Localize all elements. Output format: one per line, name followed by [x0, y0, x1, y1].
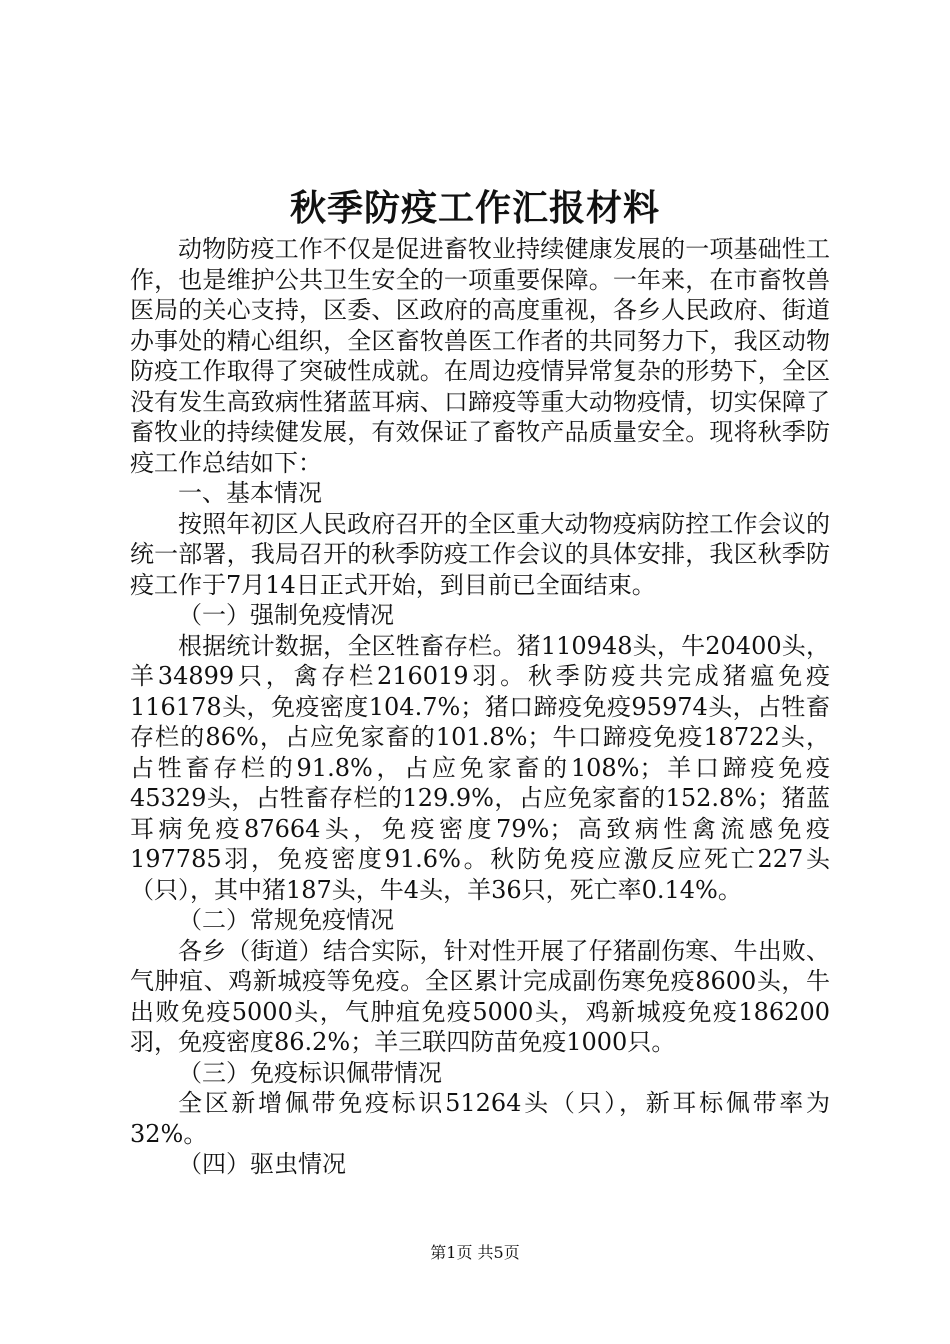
page-title: 秋季防疫工作汇报材料: [289, 187, 660, 229]
subsection-heading-immunization-tags: （三）免疫标识佩带情况: [178, 1058, 442, 1087]
subsection-heading-deworming: （四）驱虫情况: [178, 1150, 346, 1178]
document-body: [130, 234, 830, 1180]
paragraph-mandatory-immunization: 根据统计数据，全区牲畜存栏。猪110948头，牛20400头，羊34899只，禽存栏216019羽。秋季防疫共完成猪瘟免疫116178头，免疫密度104.7%；猪口蹄疫免疫95974头，占牲畜存栏的86%，占应免家畜的101.8%；牛口蹄疫免疫18722头，占牲畜存栏的91.8%，占应免家畜的108%；羊口蹄疫免疫45329头，占牲畜存栏的129.9%，占应免家畜的152.8%；猪蓝耳病免疫87664头，免疫密度79%；高致病性禽流感免疫197785羽，免疫密度91.6%。秋防免疫应激反应死亡227头（只），其中猪187头，牛4头，羊36只，死亡率0.14%。: [130, 631, 830, 904]
subsection-heading-routine-immunization: （二）常规免疫情况: [178, 906, 394, 934]
section-heading-basic-situation: 一、基本情况: [178, 479, 322, 507]
subsection-heading-mandatory-immunization: （一）强制免疫情况: [178, 601, 394, 629]
paragraph-routine-immunization: 各乡（街道）结合实际，针对性开展了仔猪副伤寒、牛出败、气肿疽、鸡新城疫等免疫。全区累计完成副伤寒免疫8600头，牛出败免疫5000头，气肿疽免疫5000头，鸡新城疫免疫186200羽，免疫密度86.2%；羊三联四防苗免疫1000只。: [130, 936, 830, 1056]
paragraph-intro: 动物防疫工作不仅是促进畜牧业持续健康发展的一项基础性工作，也是维护公共卫生安全的一项重要保障。一年来，在市畜牧兽医局的关心支持，区委、区政府的高度重视，各乡人民政府、街道办事处的精心组织，全区畜牧兽医工作者的共同努力下，我区动物防疫工作取得了突破性成就。在周边疫情异常复杂的形势下，全区没有发生高致病性猪蓝耳病、口蹄疫等重大动物疫情，切实保障了畜牧业的持续健发展，有效保证了畜牧产品质量安全。现将秋季防疫工作总结如下：: [130, 235, 830, 477]
page-footer: 第1页 共5页: [430, 1243, 520, 1262]
paragraph-immunization-tags: 全区新增佩带免疫标识51264头（只），新耳标佩带率为32%。: [130, 1089, 830, 1148]
paragraph-basic-situation: 按照年初区人民政府召开的全区重大动物疫病防控工作会议的统一部署，我局召开的秋季防疫工作会议的具体安排，我区秋季防疫工作于7月14日正式开始，到目前已全面结束。: [130, 509, 830, 599]
